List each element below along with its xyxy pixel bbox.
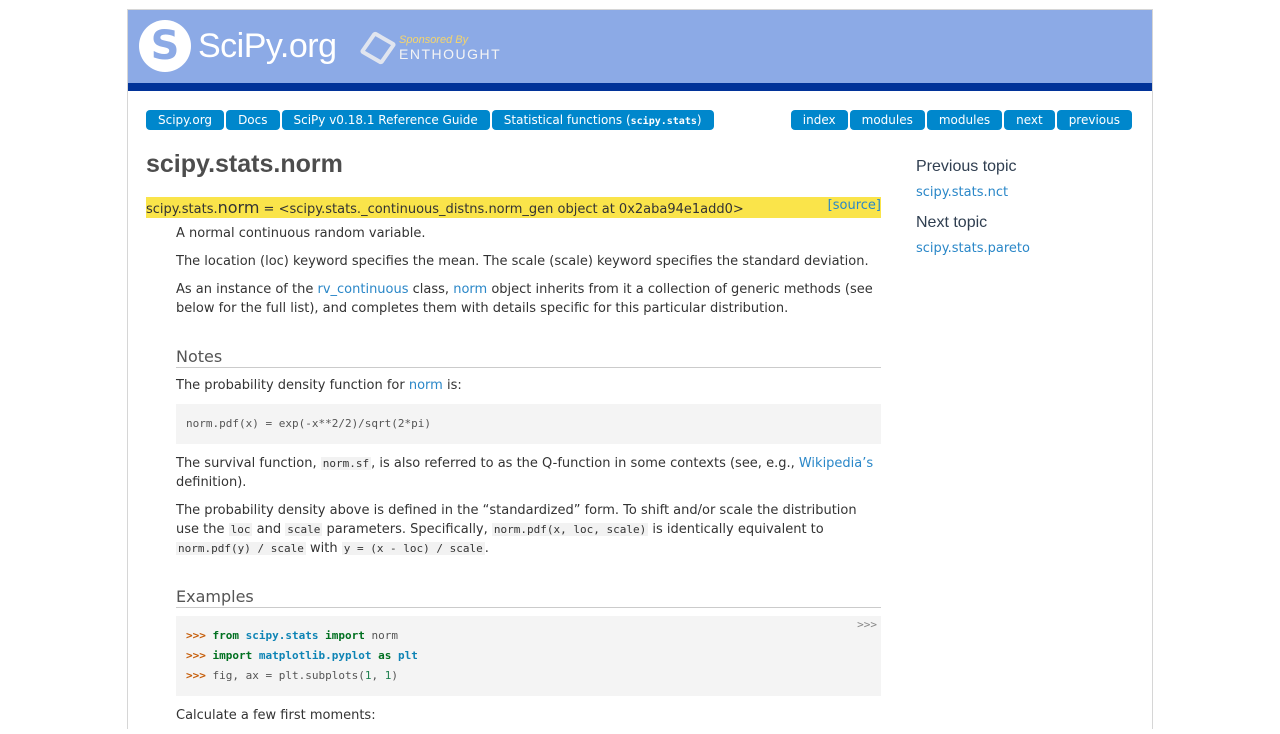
survival-paragraph: The survival function, norm.sf , is also referred to as the Q-function in some contexts (see, e.g., Wikipedia’s definition). [176,456,874,490]
page-container [127,9,1153,729]
sponsor-logo[interactable] [365,34,501,62]
signature-name: norm [217,198,260,217]
breadcrumb-docs[interactable]: Docs [226,110,279,130]
related-links [791,110,1132,130]
signature-rest: = <scipy.stats._continuous_distns.norm_gen object at 0x2aba94e1add0> [259,202,744,217]
next-button[interactable]: next [1004,110,1055,130]
toggle-prompt-button[interactable]: >>> [857,618,877,631]
inline-code: norm.pdf(x, loc, scale) [493,523,647,536]
inline-code: loc [230,523,251,536]
breadcrumb [146,110,714,130]
main-content [146,150,881,734]
description-paragraph: A normal continuous random variable. [176,226,426,241]
breadcrumb-reference-guide[interactable]: SciPy v0.18.1 Reference Guide [282,110,490,130]
moments-paragraph: Calculate a few first moments: [176,708,376,723]
standardized-paragraph: The probability density above is defined in the “standardized” form. To shift and/or scale the distribution use the loc and scale parameters. Specifically, norm.pdf(x, loc, scale) is identically equivalent to norm.pdf(y) / scale with y = (x - loc) / scale . [176,503,857,556]
modules-button-2[interactable]: modules [927,110,1002,130]
next-topic-link[interactable]: scipy.stats.pareto [916,241,1030,256]
modules-button[interactable]: modules [850,110,925,130]
breadcrumb-statistical-functions[interactable]: Statistical functions (scipy.stats) [492,110,714,130]
inline-code: norm.pdf(y) / scale [178,542,304,555]
breadcrumb-scipy-org[interactable]: Scipy.org [146,110,224,130]
previous-topic-link[interactable]: scipy.stats.nct [916,185,1009,200]
norm-link[interactable]: norm [453,282,488,297]
inline-code: norm.sf [322,457,370,470]
pdf-code-block[interactable]: norm.pdf(x) = exp(-x**2/2)/sqrt(2*pi) [176,404,881,444]
wikipedia-link[interactable]: Wikipedia’s [798,456,874,471]
inline-code: scale [287,523,321,536]
signature [146,197,881,218]
previous-button[interactable]: previous [1057,110,1132,130]
source-link[interactable]: [source] [827,198,881,213]
code-line: >>> import matplotlib.pyplot as plt [186,649,418,662]
signature-prefix: scipy.stats. [146,202,218,217]
doc-body [176,224,881,725]
next-topic-heading: Next topic [916,214,988,231]
instance-paragraph: As an instance of the rv_continuous class, norm object inherits from it a collection of generic methods (see below for the full list), and completes them with details specific for this particular distribution. [176,282,873,316]
site-header [128,10,1152,83]
scipy-snake-icon: S [139,20,191,72]
sponsor-name: ENTHOUGHT [399,46,502,62]
navigation-bar [146,110,1132,130]
norm-link-2[interactable]: norm [408,378,443,393]
loc-scale-paragraph: The location (loc) keyword specifies the mean. The scale (scale) keyword specifies the standard deviation. [176,254,869,269]
sidebar [916,158,1136,270]
examples-code-block[interactable] [176,616,881,696]
rv-continuous-link[interactable]: rv_continuous [317,282,409,297]
page-title: scipy.stats.norm [146,150,343,178]
notes-heading: Notes [176,347,881,368]
sponsor-by-label: Sponsored By [399,34,469,46]
enthought-icon [359,31,396,65]
code-line: >>> from scipy.stats import norm [186,629,398,642]
logo-text: SciPy.org [198,26,337,65]
examples-heading: Examples [176,587,881,608]
index-button[interactable]: index [791,110,848,130]
header-band [128,83,1152,91]
inline-code: y = (x - loc) / scale [343,542,483,555]
scipy-logo[interactable] [139,20,336,72]
pdf-paragraph: The probability density function for norm is: [176,378,462,393]
code-line: >>> fig, ax = plt.subplots(1, 1) [186,669,398,682]
previous-topic-heading: Previous topic [916,158,1017,175]
